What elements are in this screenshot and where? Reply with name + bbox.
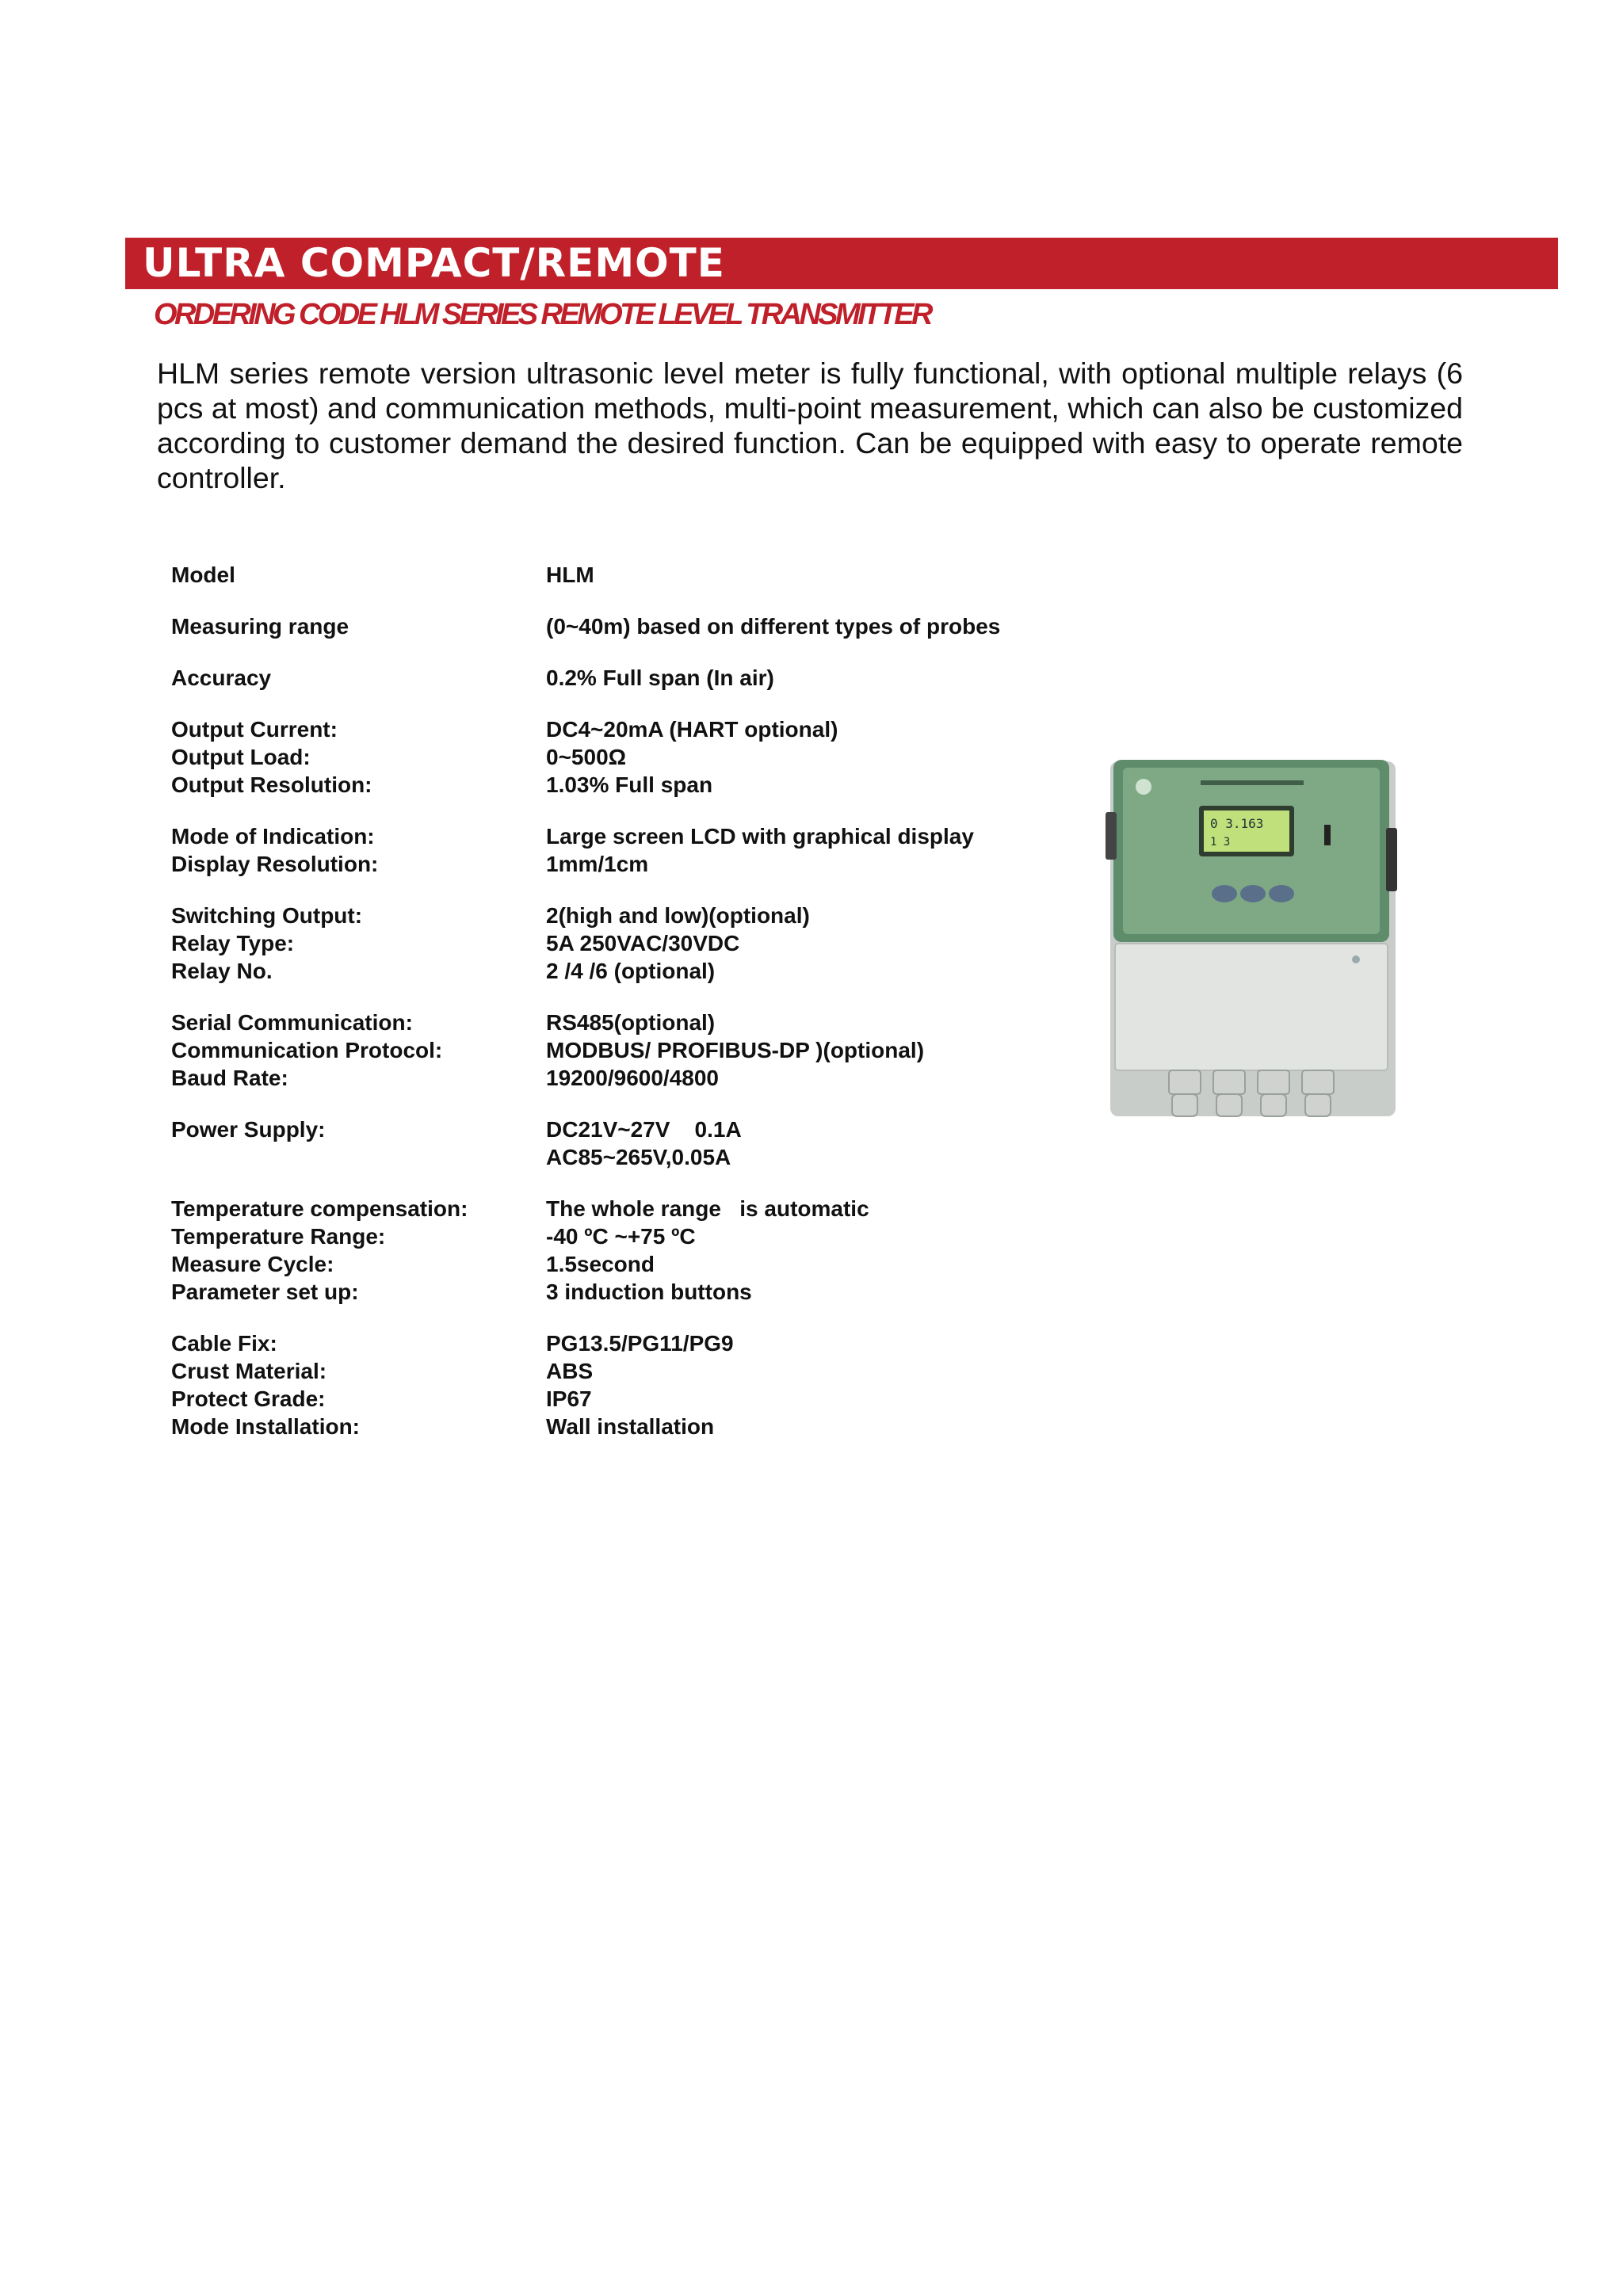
product-button-3 (1269, 885, 1294, 902)
spec-label: Crust Material: (171, 1359, 327, 1383)
spec-group (171, 1195, 1122, 1306)
spec-row (171, 902, 1122, 929)
spec-row (171, 1143, 1122, 1171)
spec-row (171, 1195, 1122, 1222)
spec-value: 2(high and low)(optional) (546, 903, 810, 928)
spec-label: Serial Communication: (171, 1010, 413, 1035)
spec-label: Measuring range (171, 614, 349, 639)
spec-row (171, 1036, 1122, 1064)
spec-label: Parameter set up: (171, 1280, 359, 1304)
spec-group (171, 1329, 1122, 1440)
spec-row (171, 612, 1122, 640)
spec-label: Output Resolution: (171, 772, 372, 797)
product-lcd-line2: 1 3 (1210, 836, 1231, 849)
spec-value: 1.03% Full span (546, 772, 713, 797)
product-terminal-box (1115, 944, 1388, 1070)
spec-group (171, 664, 1122, 692)
spec-label: Temperature Range: (171, 1224, 386, 1249)
spec-label: Communication Protocol: (171, 1038, 443, 1062)
spec-row (171, 1222, 1122, 1250)
spec-label: Baud Rate: (171, 1066, 288, 1090)
spec-row (171, 1329, 1122, 1357)
spec-value: (0~40m) based on different types of probes (546, 614, 1001, 639)
spec-group (171, 612, 1122, 640)
product-button-1 (1212, 885, 1237, 902)
spec-row (171, 822, 1122, 850)
spec-label: Accuracy (171, 666, 272, 690)
section-banner (125, 238, 1558, 289)
product-screw-icon (1352, 955, 1360, 963)
spec-row (171, 561, 1122, 589)
intro-paragraph: HLM series remote version ultrasonic level meter is fully functional, with optional multiple relays (6 pcs at most) and communication methods, multi-point measurement, which can also be customized according to customer demand the desired function. Can be equipped with easy to operate remote controller. (157, 357, 1463, 494)
spec-value: 1mm/1cm (546, 852, 649, 876)
spec-group (171, 902, 1122, 985)
spec-label: Model (171, 563, 235, 587)
spec-label: Temperature compensation: (171, 1196, 468, 1221)
spec-row (171, 1064, 1122, 1092)
spec-value: PG13.5/PG11/PG9 (546, 1331, 734, 1356)
product-left-latch (1106, 812, 1117, 860)
spec-group (171, 561, 1122, 589)
spec-value: IP67 (546, 1386, 592, 1411)
product-logo-icon (1136, 779, 1151, 795)
spec-value: HLM (546, 563, 594, 587)
spec-label: Mode of Indication: (171, 824, 375, 849)
spec-label: Display Resolution: (171, 852, 379, 876)
spec-value: 2 /4 /6 (optional) (546, 959, 716, 983)
ordering-code-subtitle: ORDERING CODE HLM SERIES REMOTE LEVEL TRANSMITTER (154, 298, 930, 331)
spec-value: 3 induction buttons (546, 1280, 752, 1304)
spec-row (171, 1385, 1122, 1413)
spec-value: RS485(optional) (546, 1010, 716, 1035)
spec-value: 5A 250VAC/30VDC (546, 931, 740, 955)
product-image (1106, 757, 1400, 1123)
spec-row (171, 1116, 1122, 1143)
spec-row (171, 743, 1122, 771)
spec-label: Relay Type: (171, 931, 295, 955)
spec-value: The whole range is automatic (546, 1196, 869, 1221)
spec-group (171, 1116, 1122, 1171)
spec-label: Output Load: (171, 745, 311, 769)
banner-title: ULTRA COMPACT/REMOTE (143, 240, 725, 286)
spec-row (171, 1250, 1122, 1278)
spec-value: 0~500Ω (546, 745, 627, 769)
spec-row (171, 1009, 1122, 1036)
product-indicator (1324, 825, 1331, 845)
spec-label: Power Supply: (171, 1117, 326, 1142)
spec-value: 1.5second (546, 1252, 655, 1276)
spec-table (171, 561, 1122, 1464)
spec-row (171, 715, 1122, 743)
spec-value: Large screen LCD with graphical display (546, 824, 974, 849)
spec-group (171, 715, 1122, 799)
product-label-strip (1201, 780, 1304, 785)
spec-label: Measure Cycle: (171, 1252, 334, 1276)
spec-label: Protect Grade: (171, 1386, 326, 1411)
spec-row (171, 957, 1122, 985)
spec-label: Cable Fix: (171, 1331, 277, 1356)
product-lcd-line1: 0 3.163 (1210, 816, 1264, 831)
spec-label: Output Current: (171, 717, 338, 742)
spec-row (171, 1278, 1122, 1306)
spec-row (171, 850, 1122, 878)
spec-label: Mode Installation: (171, 1414, 360, 1439)
spec-group (171, 1009, 1122, 1092)
spec-row (171, 664, 1122, 692)
spec-row (171, 771, 1122, 799)
spec-row (171, 929, 1122, 957)
spec-value: AC85~265V,0.05A (546, 1145, 731, 1169)
spec-value: Wall installation (546, 1414, 715, 1439)
spec-value: 0.2% Full span (In air) (546, 666, 774, 690)
spec-row (171, 1357, 1122, 1385)
spec-value: DC21V~27V 0.1A (546, 1117, 742, 1142)
spec-row (171, 1413, 1122, 1440)
spec-value: ABS (546, 1359, 594, 1383)
spec-value: DC4~20mA (HART optional) (546, 717, 838, 742)
spec-value: MODBUS/ PROFIBUS-DP )(optional) (546, 1038, 925, 1062)
spec-label: Relay No. (171, 959, 273, 983)
spec-value: -40 ºC ~+75 ºC (546, 1224, 696, 1249)
spec-label: Switching Output: (171, 903, 363, 928)
product-button-2 (1240, 885, 1266, 902)
product-right-latch (1386, 828, 1397, 891)
spec-value: 19200/9600/4800 (546, 1066, 719, 1090)
spec-group (171, 822, 1122, 878)
